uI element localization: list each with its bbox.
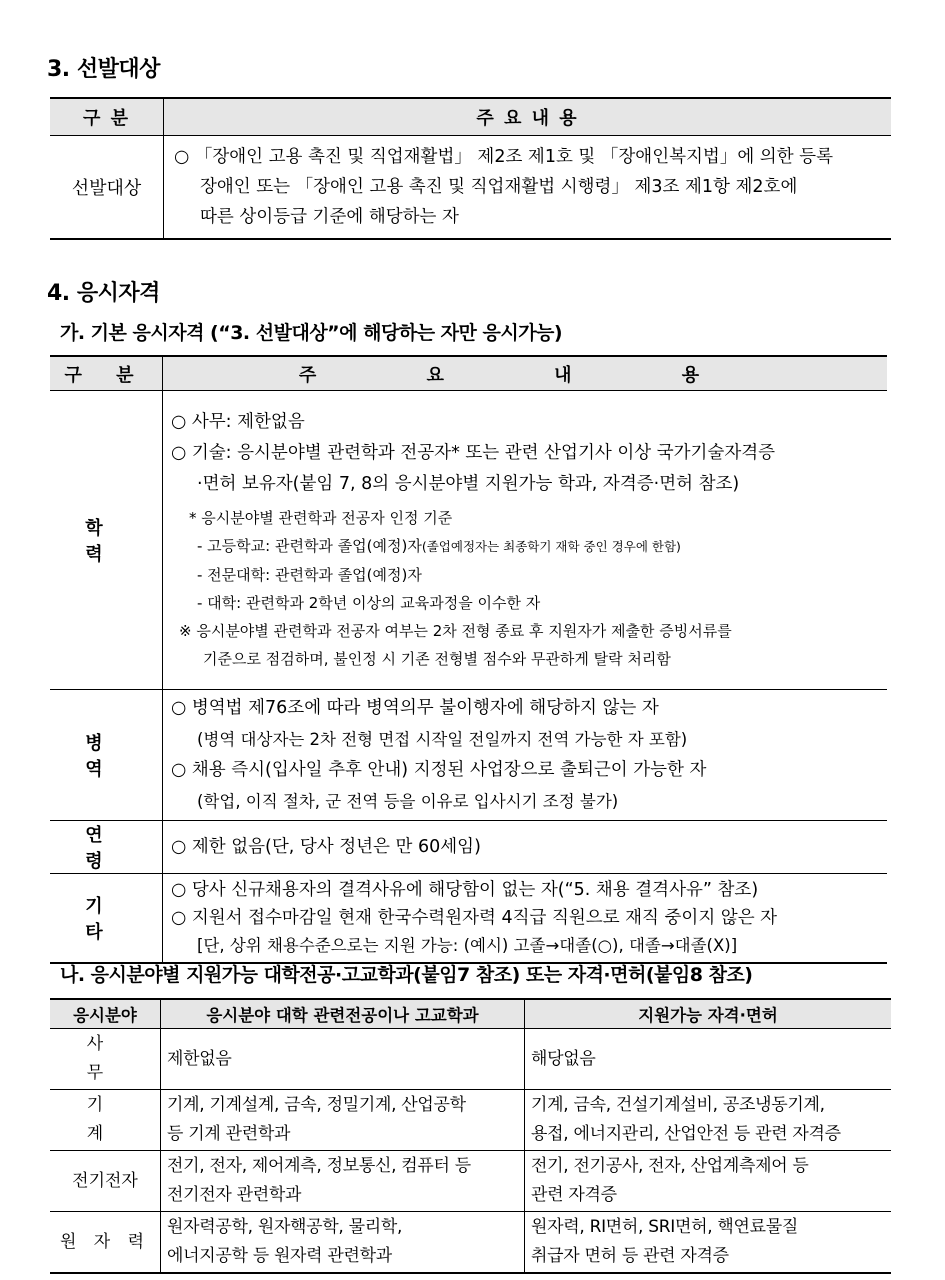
cell-line: 해당없음 — [531, 1048, 596, 1069]
row-content-etc — [163, 874, 888, 964]
cell-line: 원자력, RI면허, SRI면허, 핵연료물질 — [531, 1217, 799, 1237]
header-field: 응시분야 — [50, 999, 161, 1029]
row-label-age: 연 령 — [50, 821, 163, 874]
note-text: - 고등학교: 관련학과 졸업(예정)자 — [197, 537, 422, 555]
content-line: 따른 상이등급 기준에 해당하는 자 — [200, 207, 459, 227]
cell-line: 등 기계 관련학과 — [167, 1124, 291, 1144]
cell-line: 원자력공학, 원자핵공학, 물리학, — [167, 1217, 403, 1237]
cell-line: 전기, 전자, 제어계측, 정보통신, 컴퓨터 등 — [167, 1156, 471, 1176]
note-small-text: (졸업예정자는 최종학기 재학 중인 경우에 한함) — [421, 539, 681, 554]
content-line: ○ 제한 없음(단, 당사 정년은 만 60세임) — [171, 836, 481, 857]
row-content-military — [163, 690, 888, 821]
content-line: ○ 「장애인 고용 촉진 및 직업재활법」 제2조 제1호 및 「장애인복지법」에 의한 등록 — [174, 147, 833, 167]
majors-cell — [161, 1212, 525, 1274]
cell-line: 제한없음 — [167, 1048, 232, 1069]
field-cell: 전기전자 — [50, 1151, 161, 1212]
header-licenses: 지원가능 자격·면허 — [525, 999, 892, 1029]
note-line: * 응시분야별 관련학과 전공자 인정 기준 — [189, 509, 453, 527]
basic-qualification-table — [50, 355, 887, 964]
note-line: ※ 응시분야별 관련학과 전공자 여부는 2차 전형 종료 후 지원자가 제출한 증빙서류를 — [179, 622, 732, 640]
content-line: ○ 기술: 응시분야별 관련학과 전공자* 또는 관련 산업기사 이상 국가기술자격증 — [171, 443, 776, 463]
table-header-row — [50, 356, 887, 391]
row-content-education — [163, 391, 888, 690]
row-content-age — [163, 821, 888, 874]
note-line: 기준으로 점검하며, 불인정 시 기존 전형별 점수와 무관하게 탈락 처리함 — [203, 650, 671, 668]
table-row — [50, 1212, 891, 1274]
content-line: ○ 지원서 접수마감일 현재 한국수력원자력 4직급 직원으로 재직 중이지 않은 자 — [171, 908, 778, 928]
content-line: (학업, 이직 절차, 군 전역 등을 이유로 입사시기 조정 불가) — [197, 792, 619, 811]
table-row — [50, 1029, 891, 1090]
header-content: 주 요 내 용 — [164, 98, 892, 136]
majors-cell — [161, 1151, 525, 1212]
cell-line: 전기, 전기공사, 전자, 산업계측제어 등 — [531, 1156, 809, 1176]
table-row-age — [50, 821, 887, 874]
row-label-education: 학 력 — [50, 391, 163, 690]
licenses-cell — [525, 1212, 892, 1274]
licenses-cell — [525, 1029, 892, 1090]
selection-target-table — [50, 97, 891, 240]
field-cell: 원 자 력 — [50, 1212, 161, 1274]
note-line — [171, 532, 881, 561]
field-cell: 기 계 — [50, 1090, 161, 1151]
content-line: 장애인 또는 「장애인 고용 촉진 및 직업재활법 시행령」 제3조 제1항 제2호에 — [200, 177, 798, 197]
cell-line: 기계, 금속, 건설기계설비, 공조냉동기계, — [531, 1095, 825, 1115]
table-header-row — [50, 999, 891, 1029]
table-row-education — [50, 391, 887, 690]
section-3-title: 3. 선발대상 — [47, 57, 160, 82]
content-line: [단, 상위 채용수준으로는 지원 가능: (예시) 고졸→대졸(○), 대졸→대졸(X)] — [197, 936, 738, 955]
table-row — [50, 136, 891, 240]
table-row-military — [50, 690, 887, 821]
subsection-b-title: 나. 응시분야별 지원가능 대학전공·고교학과(붙임7 참조) 또는 자격·면허(붙임8 참조) — [60, 964, 753, 986]
row-label-selection: 선발대상 — [50, 136, 164, 240]
note-line: - 전문대학: 관련학과 졸업(예정)자 — [197, 566, 422, 584]
row-label-etc: 기 타 — [50, 874, 163, 964]
header-majors: 응시분야 대학 관련전공이나 고교학과 — [161, 999, 525, 1029]
eligible-majors-table — [50, 998, 891, 1274]
subsection-a-title: 가. 기본 응시자격 (“3. 선발대상”에 해당하는 자만 응시가능) — [60, 322, 563, 344]
cell-line: 취급자 면허 등 관련 자격증 — [531, 1246, 729, 1266]
table-row-etc — [50, 874, 887, 964]
header-category: 구 분 — [50, 356, 163, 391]
cell-line: 관련 자격증 — [531, 1185, 617, 1205]
licenses-cell — [525, 1151, 892, 1212]
content-line: ○ 채용 즉시(입사일 추후 안내) 지정된 사업장으로 출퇴근이 가능한 자 — [171, 760, 707, 780]
row-content-selection — [164, 136, 892, 240]
content-line: ○ 병역법 제76조에 따라 병역의무 불이행자에 해당하지 않는 자 — [171, 698, 659, 718]
content-line: ○ 사무: 제한없음 — [171, 412, 305, 432]
licenses-cell — [525, 1090, 892, 1151]
section-4-title: 4. 응시자격 — [47, 281, 160, 306]
table-row — [50, 1151, 891, 1212]
header-category: 구 분 — [50, 98, 164, 136]
cell-line: 전기전자 관련학과 — [167, 1185, 302, 1205]
content-line: ·면허 보유자(붙임 7, 8의 응시분야별 지원가능 학과, 자격증·면허 참조) — [197, 474, 740, 494]
row-label-military: 병 역 — [50, 690, 163, 821]
cell-line: 에너지공학 등 원자력 관련학과 — [167, 1246, 392, 1266]
field-cell: 사 무 — [50, 1029, 161, 1090]
note-line: - 대학: 관련학과 2학년 이상의 교육과정을 이수한 자 — [197, 594, 541, 612]
content-line: (병역 대상자는 2차 전형 면접 시작일 전일까지 전역 가능한 자 포함) — [197, 730, 688, 749]
content-line: ○ 당사 신규채용자의 결격사유에 해당함이 없는 자(“5. 채용 결격사유” 참조) — [171, 880, 759, 900]
table-header-row — [50, 98, 891, 136]
header-content: 주 요 내 용 — [163, 356, 888, 391]
majors-cell — [161, 1090, 525, 1151]
cell-line: 용접, 에너지관리, 산업안전 등 관련 자격증 — [531, 1124, 841, 1144]
table-row — [50, 1090, 891, 1151]
cell-line: 기계, 기계설계, 금속, 정밀기계, 산업공학 — [167, 1095, 466, 1115]
majors-cell — [161, 1029, 525, 1090]
